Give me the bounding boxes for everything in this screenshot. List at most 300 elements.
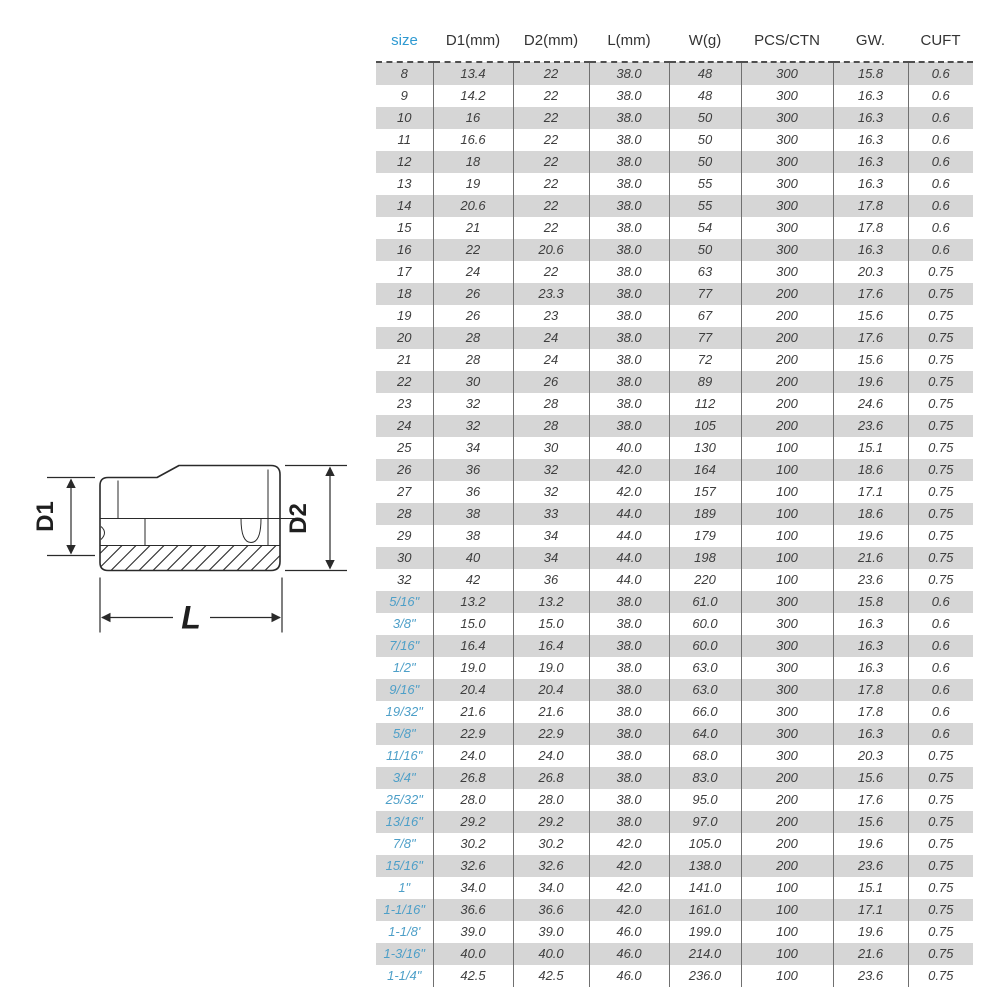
value-cell: 24 <box>513 349 589 371</box>
table-row <box>376 855 973 877</box>
value-cell: 0.75 <box>908 855 973 877</box>
value-cell: 38.0 <box>589 151 669 173</box>
value-cell: 16.3 <box>833 723 908 745</box>
value-cell: 130 <box>669 437 741 459</box>
value-cell: 20.4 <box>513 679 589 701</box>
value-cell: 300 <box>741 85 833 107</box>
value-cell: 42.0 <box>589 833 669 855</box>
table-row <box>376 811 973 833</box>
value-cell: 42.0 <box>589 459 669 481</box>
value-cell: 15.6 <box>833 811 908 833</box>
value-cell: 40 <box>433 547 513 569</box>
value-cell: 0.6 <box>908 591 973 613</box>
value-cell: 100 <box>741 943 833 965</box>
value-cell: 0.75 <box>908 349 973 371</box>
value-cell: 200 <box>741 767 833 789</box>
value-cell: 300 <box>741 635 833 657</box>
value-cell: 200 <box>741 833 833 855</box>
value-cell: 38.0 <box>589 239 669 261</box>
value-cell: 38.0 <box>589 62 669 85</box>
value-cell: 24.0 <box>513 745 589 767</box>
size-cell: 7/8" <box>392 836 416 851</box>
value-cell: 19.0 <box>433 657 513 679</box>
value-cell: 23 <box>513 305 589 327</box>
value-cell: 200 <box>741 855 833 877</box>
value-cell: 26 <box>433 283 513 305</box>
value-cell: 0.6 <box>908 723 973 745</box>
table-row <box>376 283 973 305</box>
socket-dimension-diagram <box>5 440 355 655</box>
value-cell: 28 <box>513 393 589 415</box>
value-cell: 100 <box>741 921 833 943</box>
value-cell: 17.8 <box>833 195 908 217</box>
value-cell: 28.0 <box>513 789 589 811</box>
column-header-gw: GW. <box>833 26 908 62</box>
d2-label: D2 <box>285 503 312 534</box>
size-cell: 26 <box>397 462 412 477</box>
table-row <box>376 261 973 283</box>
value-cell: 19 <box>433 173 513 195</box>
column-header-l: L(mm) <box>589 26 669 62</box>
size-cell: 32 <box>397 572 412 587</box>
value-cell: 20.3 <box>833 261 908 283</box>
table-row <box>376 833 973 855</box>
value-cell: 95.0 <box>669 789 741 811</box>
value-cell: 0.6 <box>908 701 973 723</box>
value-cell: 48 <box>669 62 741 85</box>
value-cell: 16.3 <box>833 107 908 129</box>
value-cell: 200 <box>741 789 833 811</box>
value-cell: 0.75 <box>908 459 973 481</box>
value-cell: 26 <box>433 305 513 327</box>
value-cell: 16.4 <box>513 635 589 657</box>
socket-body-outline <box>65 466 296 575</box>
value-cell: 38.0 <box>589 283 669 305</box>
value-cell: 38.0 <box>589 261 669 283</box>
size-cell: 1-1/8' <box>388 924 421 939</box>
value-cell: 19.6 <box>833 921 908 943</box>
value-cell: 40.0 <box>433 943 513 965</box>
value-cell: 22 <box>513 151 589 173</box>
l-dimension <box>100 578 282 636</box>
value-cell: 15.6 <box>833 767 908 789</box>
size-cell: 15/16" <box>385 858 423 873</box>
value-cell: 38.0 <box>589 723 669 745</box>
value-cell: 100 <box>741 877 833 899</box>
value-cell: 34.0 <box>513 877 589 899</box>
value-cell: 22 <box>513 85 589 107</box>
value-cell: 0.6 <box>908 85 973 107</box>
value-cell: 48 <box>669 85 741 107</box>
value-cell: 30.2 <box>433 833 513 855</box>
value-cell: 300 <box>741 107 833 129</box>
value-cell: 33 <box>513 503 589 525</box>
size-cell: 22 <box>397 374 412 389</box>
value-cell: 22 <box>513 107 589 129</box>
value-cell: 34.0 <box>433 877 513 899</box>
value-cell: 63.0 <box>669 657 741 679</box>
size-cell: 27 <box>397 484 412 499</box>
value-cell: 28.0 <box>433 789 513 811</box>
value-cell: 32 <box>513 459 589 481</box>
value-cell: 42 <box>433 569 513 591</box>
value-cell: 0.75 <box>908 811 973 833</box>
value-cell: 18.6 <box>833 459 908 481</box>
value-cell: 161.0 <box>669 899 741 921</box>
value-cell: 17.8 <box>833 217 908 239</box>
table-row <box>376 107 973 129</box>
value-cell: 68.0 <box>669 745 741 767</box>
table-row <box>376 503 973 525</box>
value-cell: 38 <box>433 503 513 525</box>
table-row <box>376 723 973 745</box>
value-cell: 22 <box>513 217 589 239</box>
value-cell: 15.6 <box>833 349 908 371</box>
value-cell: 24 <box>513 327 589 349</box>
value-cell: 16.3 <box>833 129 908 151</box>
value-cell: 22 <box>513 195 589 217</box>
value-cell: 18 <box>433 151 513 173</box>
value-cell: 157 <box>669 481 741 503</box>
size-cell: 3/8" <box>392 616 416 631</box>
table-row <box>376 635 973 657</box>
value-cell: 22 <box>433 239 513 261</box>
column-header-size: size <box>376 26 433 62</box>
value-cell: 0.75 <box>908 569 973 591</box>
value-cell: 15.8 <box>833 62 908 85</box>
value-cell: 200 <box>741 305 833 327</box>
table-row <box>376 965 973 987</box>
value-cell: 236.0 <box>669 965 741 987</box>
value-cell: 0.6 <box>908 62 973 85</box>
value-cell: 0.6 <box>908 635 973 657</box>
value-cell: 22 <box>513 261 589 283</box>
value-cell: 22.9 <box>433 723 513 745</box>
value-cell: 0.75 <box>908 283 973 305</box>
table-row <box>376 679 973 701</box>
value-cell: 16.3 <box>833 173 908 195</box>
value-cell: 21.6 <box>833 547 908 569</box>
value-cell: 24.0 <box>433 745 513 767</box>
size-cell: 8 <box>400 66 408 81</box>
value-cell: 26 <box>513 371 589 393</box>
value-cell: 50 <box>669 129 741 151</box>
value-cell: 38.0 <box>589 635 669 657</box>
value-cell: 32.6 <box>433 855 513 877</box>
value-cell: 24.6 <box>833 393 908 415</box>
table-row <box>376 481 973 503</box>
value-cell: 0.6 <box>908 239 973 261</box>
value-cell: 0.6 <box>908 217 973 239</box>
table-row <box>376 525 973 547</box>
size-cell: 7/16" <box>389 638 420 653</box>
value-cell: 100 <box>741 437 833 459</box>
value-cell: 32 <box>513 481 589 503</box>
value-cell: 300 <box>741 657 833 679</box>
value-cell: 61.0 <box>669 591 741 613</box>
value-cell: 16.3 <box>833 85 908 107</box>
value-cell: 300 <box>741 261 833 283</box>
size-cell: 3/4" <box>392 770 416 785</box>
value-cell: 16.3 <box>833 657 908 679</box>
value-cell: 19.6 <box>833 371 908 393</box>
value-cell: 36 <box>433 481 513 503</box>
size-cell: 14 <box>397 198 412 213</box>
column-header-pcs-ctn: PCS/CTN <box>741 26 833 62</box>
value-cell: 30 <box>433 371 513 393</box>
size-cell: 28 <box>397 506 412 521</box>
size-cell: 30 <box>397 550 412 565</box>
value-cell: 300 <box>741 591 833 613</box>
value-cell: 38 <box>433 525 513 547</box>
value-cell: 50 <box>669 107 741 129</box>
value-cell: 64.0 <box>669 723 741 745</box>
value-cell: 17.8 <box>833 701 908 723</box>
value-cell: 0.75 <box>908 899 973 921</box>
table-row <box>376 62 973 85</box>
size-cell: 5/8" <box>392 726 416 741</box>
value-cell: 0.75 <box>908 943 973 965</box>
size-cell: 19/32" <box>385 704 423 719</box>
value-cell: 0.75 <box>908 789 973 811</box>
value-cell: 200 <box>741 811 833 833</box>
value-cell: 15.6 <box>833 305 908 327</box>
value-cell: 105.0 <box>669 833 741 855</box>
value-cell: 22 <box>513 129 589 151</box>
value-cell: 39.0 <box>433 921 513 943</box>
value-cell: 0.6 <box>908 129 973 151</box>
value-cell: 200 <box>741 415 833 437</box>
size-cell: 9 <box>400 88 408 103</box>
value-cell: 16.3 <box>833 151 908 173</box>
table-row <box>376 217 973 239</box>
value-cell: 0.75 <box>908 415 973 437</box>
value-cell: 0.75 <box>908 525 973 547</box>
value-cell: 0.6 <box>908 151 973 173</box>
value-cell: 14.2 <box>433 85 513 107</box>
value-cell: 100 <box>741 525 833 547</box>
size-cell: 15 <box>397 220 412 235</box>
value-cell: 23.6 <box>833 855 908 877</box>
value-cell: 16.3 <box>833 239 908 261</box>
value-cell: 20.6 <box>513 239 589 261</box>
size-cell: 21 <box>397 352 412 367</box>
value-cell: 22.9 <box>513 723 589 745</box>
value-cell: 13.2 <box>433 591 513 613</box>
value-cell: 0.6 <box>908 107 973 129</box>
value-cell: 38.0 <box>589 371 669 393</box>
value-cell: 17.6 <box>833 283 908 305</box>
column-header-cuft: CUFT <box>908 26 973 62</box>
value-cell: 38.0 <box>589 217 669 239</box>
value-cell: 23.6 <box>833 965 908 987</box>
value-cell: 36 <box>433 459 513 481</box>
size-cell: 29 <box>397 528 412 543</box>
value-cell: 38.0 <box>589 701 669 723</box>
table-row <box>376 195 973 217</box>
value-cell: 38.0 <box>589 349 669 371</box>
table-body <box>376 62 973 987</box>
value-cell: 21.6 <box>513 701 589 723</box>
value-cell: 198 <box>669 547 741 569</box>
value-cell: 0.6 <box>908 613 973 635</box>
value-cell: 100 <box>741 547 833 569</box>
value-cell: 38.0 <box>589 195 669 217</box>
value-cell: 200 <box>741 327 833 349</box>
table-row <box>376 371 973 393</box>
value-cell: 38.0 <box>589 415 669 437</box>
value-cell: 23.6 <box>833 569 908 591</box>
value-cell: 21.6 <box>833 943 908 965</box>
value-cell: 38.0 <box>589 789 669 811</box>
value-cell: 0.75 <box>908 877 973 899</box>
value-cell: 38.0 <box>589 613 669 635</box>
value-cell: 100 <box>741 503 833 525</box>
value-cell: 28 <box>433 327 513 349</box>
value-cell: 17.6 <box>833 327 908 349</box>
table-row <box>376 239 973 261</box>
value-cell: 0.75 <box>908 547 973 569</box>
size-cell: 12 <box>397 154 412 169</box>
size-cell: 25/32" <box>385 792 423 807</box>
value-cell: 38.0 <box>589 679 669 701</box>
size-cell: 24 <box>397 418 412 433</box>
value-cell: 300 <box>741 129 833 151</box>
size-cell: 1-3/16" <box>383 946 425 961</box>
value-cell: 0.75 <box>908 921 973 943</box>
value-cell: 44.0 <box>589 547 669 569</box>
value-cell: 214.0 <box>669 943 741 965</box>
value-cell: 67 <box>669 305 741 327</box>
value-cell: 16 <box>433 107 513 129</box>
value-cell: 44.0 <box>589 569 669 591</box>
value-cell: 23.6 <box>833 415 908 437</box>
size-cell: 1-1/4" <box>387 968 422 983</box>
value-cell: 63 <box>669 261 741 283</box>
value-cell: 28 <box>433 349 513 371</box>
value-cell: 32 <box>433 393 513 415</box>
value-cell: 21 <box>433 217 513 239</box>
value-cell: 89 <box>669 371 741 393</box>
table-row <box>376 745 973 767</box>
table-row <box>376 877 973 899</box>
value-cell: 16.4 <box>433 635 513 657</box>
value-cell: 38.0 <box>589 173 669 195</box>
d1-label: D1 <box>32 501 59 532</box>
value-cell: 40.0 <box>513 943 589 965</box>
size-cell: 20 <box>397 330 412 345</box>
value-cell: 60.0 <box>669 635 741 657</box>
value-cell: 42.0 <box>589 481 669 503</box>
d1-dimension <box>32 478 95 556</box>
value-cell: 200 <box>741 371 833 393</box>
value-cell: 138.0 <box>669 855 741 877</box>
value-cell: 46.0 <box>589 965 669 987</box>
value-cell: 38.0 <box>589 327 669 349</box>
table-row <box>376 393 973 415</box>
value-cell: 38.0 <box>589 85 669 107</box>
size-cell: 9/16" <box>389 682 420 697</box>
value-cell: 23.3 <box>513 283 589 305</box>
value-cell: 16.3 <box>833 613 908 635</box>
value-cell: 200 <box>741 393 833 415</box>
value-cell: 32 <box>433 415 513 437</box>
value-cell: 300 <box>741 217 833 239</box>
size-cell: 18 <box>397 286 412 301</box>
size-cell: 5/16" <box>389 594 420 609</box>
value-cell: 300 <box>741 151 833 173</box>
value-cell: 0.75 <box>908 481 973 503</box>
table-row <box>376 569 973 591</box>
value-cell: 0.75 <box>908 305 973 327</box>
value-cell: 66.0 <box>669 701 741 723</box>
value-cell: 200 <box>741 349 833 371</box>
value-cell: 15.1 <box>833 437 908 459</box>
value-cell: 60.0 <box>669 613 741 635</box>
value-cell: 20.3 <box>833 745 908 767</box>
value-cell: 0.75 <box>908 965 973 987</box>
value-cell: 300 <box>741 679 833 701</box>
size-cell: 1" <box>398 880 411 895</box>
value-cell: 0.75 <box>908 437 973 459</box>
value-cell: 77 <box>669 283 741 305</box>
column-header-w: W(g) <box>669 26 741 62</box>
value-cell: 200 <box>741 283 833 305</box>
size-cell: 23 <box>397 396 412 411</box>
value-cell: 300 <box>741 745 833 767</box>
value-cell: 105 <box>669 415 741 437</box>
table-row <box>376 789 973 811</box>
value-cell: 164 <box>669 459 741 481</box>
value-cell: 55 <box>669 173 741 195</box>
value-cell: 0.75 <box>908 261 973 283</box>
value-cell: 0.75 <box>908 767 973 789</box>
value-cell: 15.1 <box>833 877 908 899</box>
value-cell: 26.8 <box>513 767 589 789</box>
value-cell: 24 <box>433 261 513 283</box>
table-row <box>376 613 973 635</box>
value-cell: 0.6 <box>908 657 973 679</box>
table-row <box>376 459 973 481</box>
value-cell: 199.0 <box>669 921 741 943</box>
value-cell: 0.6 <box>908 195 973 217</box>
value-cell: 15.0 <box>513 613 589 635</box>
table-row <box>376 767 973 789</box>
table-row <box>376 85 973 107</box>
value-cell: 100 <box>741 481 833 503</box>
value-cell: 29.2 <box>433 811 513 833</box>
value-cell: 42.5 <box>433 965 513 987</box>
size-cell: 1-1/16" <box>383 902 425 917</box>
value-cell: 83.0 <box>669 767 741 789</box>
table-row <box>376 701 973 723</box>
value-cell: 38.0 <box>589 129 669 151</box>
value-cell: 44.0 <box>589 525 669 547</box>
value-cell: 300 <box>741 239 833 261</box>
value-cell: 18.6 <box>833 503 908 525</box>
value-cell: 36.6 <box>513 899 589 921</box>
value-cell: 42.0 <box>589 877 669 899</box>
value-cell: 29.2 <box>513 811 589 833</box>
value-cell: 17.8 <box>833 679 908 701</box>
value-cell: 0.75 <box>908 371 973 393</box>
value-cell: 36 <box>513 569 589 591</box>
header-row <box>376 26 973 62</box>
value-cell: 50 <box>669 239 741 261</box>
value-cell: 0.75 <box>908 327 973 349</box>
value-cell: 15.8 <box>833 591 908 613</box>
value-cell: 0.6 <box>908 173 973 195</box>
